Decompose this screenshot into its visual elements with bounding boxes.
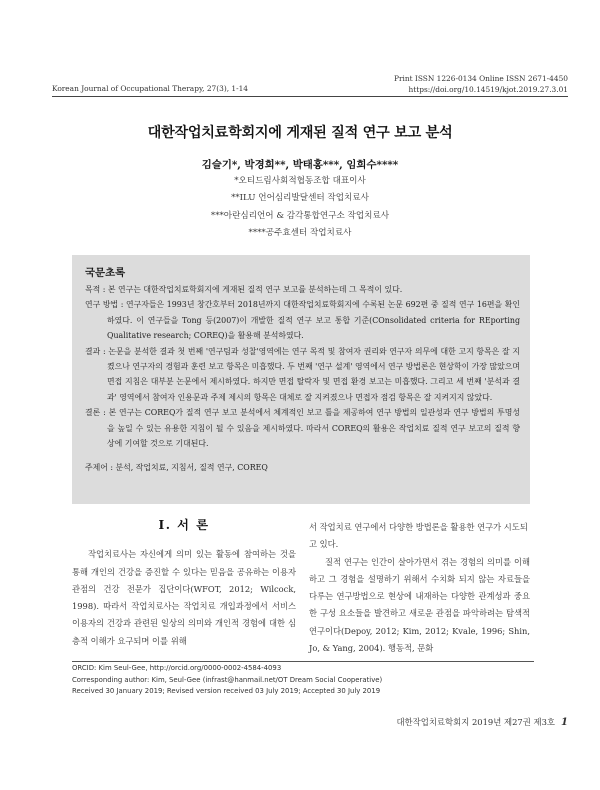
abstract-conclusion: 결론 : 본 연구는 COREQ가 질적 연구 보고 분석에서 체계적인 보고 틀을 제공하여 연구 방법의 일관성과 연구 방법의 투명성을 높일 수 있는 유용한 지침이 될 수 있음을 제시하였다. 따라서 COREQ의 활용은 작업치료 질적 연구 보고의 질적 향상에 기여할 것으로 기대된다. — [85, 408, 520, 449]
affiliation-item: ***아란심리언어 & 감각통합연구소 작업치료사 — [210, 210, 390, 221]
abstract-purpose: 목적 : 본 연구는 대한작업치료학회지에 게재된 질적 연구 보고를 분석하는데 그 목적이 있다. — [85, 285, 403, 294]
affiliation-list — [0, 173, 600, 243]
paper-title: 대한작업치료학회지에 게재된 질적 연구 보고 분석 — [147, 125, 453, 141]
received-dates-note: Received 30 January 2019; Revised version received 03 July 2019; Accepted 30 July 2019 — [72, 687, 381, 696]
affiliation-item: ****공주효센터 작업치료사 — [248, 228, 352, 239]
abstract-body — [85, 282, 520, 451]
footer-journal-issue: 대한작업치료학회지 2019년 제27권 제3호 — [396, 717, 556, 727]
abstract-keywords: 주제어 : 분석, 작업치료, 지침서, 질적 연구, COREQ — [85, 463, 268, 473]
section-heading-introduction: Ⅰ. 서 론 — [158, 518, 210, 532]
issn-doi-block — [394, 73, 568, 95]
abstract-methods: 연구 방법 : 연구자들은 1993년 창간호부터 2018년까지 대한작업치료학회지에 수록된 논문 692편 중 질적 연구 16편을 확인하였다. 이 연구들을 Tong 등(2007)이 개발한 질적 연구 보고 통합 기준(COnsolidated criteria for REporting Qualitative research; COREQ)을 활용해 분석하였다. — [85, 300, 520, 341]
orcid-note: ORCID: Kim Seul-Gee, http://orcid.org/0000-0002-4584-4093 — [72, 664, 282, 672]
affiliation-item: **ILU 언어심리발달센터 작업치료사 — [231, 193, 369, 204]
issn-line: Print ISSN 1226-0134 Online ISSN 2671-4450 — [393, 74, 568, 83]
page-footer — [396, 716, 568, 728]
journal-citation: Korean Journal of Occupational Therapy, 27(3), 1-14 — [52, 84, 249, 93]
page-number: 1 — [561, 717, 568, 728]
doi-link[interactable]: https://doi.org/10.14519/kjot.2019.27.3.01 — [408, 85, 568, 94]
affiliation-item: *오티드림사회적협동조합 대표이사 — [234, 176, 366, 186]
author-list: 김슬기*, 박경희**, 박태홍***, 임희수**** — [201, 159, 399, 171]
abstract-results: 결과 : 논문을 분석한 결과 첫 번째 '연구팀과 성찰'영역에는 연구 목적 및 참여자 권리와 연구자 의무에 대한 고지 항목은 잘 지켰으나 연구자의 경험과 훈련 보고 항목은 미흡했다. 두 번째 '연구 설계' 영역에서 연구 방법론은 현상학이 가장 많았으며 면접 지침은 대부분 논문에서 제시하였다. 하지만 면접 탈락자 및 면접 환경 보고는 미흡했다. 그리고 세 번째 '분석과 결과' 영역에서 참여자 인용문과 주제 제시의 항목은 대체로 잘 지켜졌으나 면접자 점검 항목은 잘 지켜지지 않았다. — [85, 346, 520, 402]
abstract-box — [72, 255, 530, 504]
abstract-heading: 국문초록 — [85, 267, 126, 279]
body-right-column — [309, 519, 530, 657]
body-left-column — [72, 519, 296, 650]
body-paragraph: 작업치료사는 자신에게 의미 있는 활동에 참여하는 것을 통해 개인의 건강을 증진할 수 있다는 믿음을 공유하는 이용자 관점의 건강 전문가 집단이다(WFOT, 2012; Wilcock, 1998). 따라서 작업치료사는 작업치료 개입과정에서 서비스 이용자의 건강과 관련된 일상의 의미와 개인적 경험에 대한 심층적 이해가 요구되며 이를 위해 — [72, 549, 296, 646]
body-paragraph: 질적 연구는 인간이 살아가면서 겪는 경험의 의미를 이해하고 그 경험을 설명하기 위해서 수치화 되지 않는 자료들을 다루는 연구방법으로 현상에 내재하는 다양한 관계성과 중요한 구성 요소들을 발견하고 새로운 관점을 파악하려는 탐색적 연구이다(Depoy, 2012; Kim, 2012; Kvale, 1996; Shin, Jo, & Yang, 2004). 행동적, 문화 — [309, 556, 530, 654]
header-divider — [52, 96, 568, 97]
corresponding-author-note: Corresponding author: Kim, Seul-Gee (infrast@hanmail.net/OT Dream Social Cooperative) — [72, 675, 383, 684]
body-paragraph-continued: 서 작업치료 연구에서 다양한 방법론을 활용한 연구가 시도되고 있다. — [309, 522, 528, 550]
footnotes — [72, 663, 382, 698]
footnote-divider — [72, 661, 534, 662]
